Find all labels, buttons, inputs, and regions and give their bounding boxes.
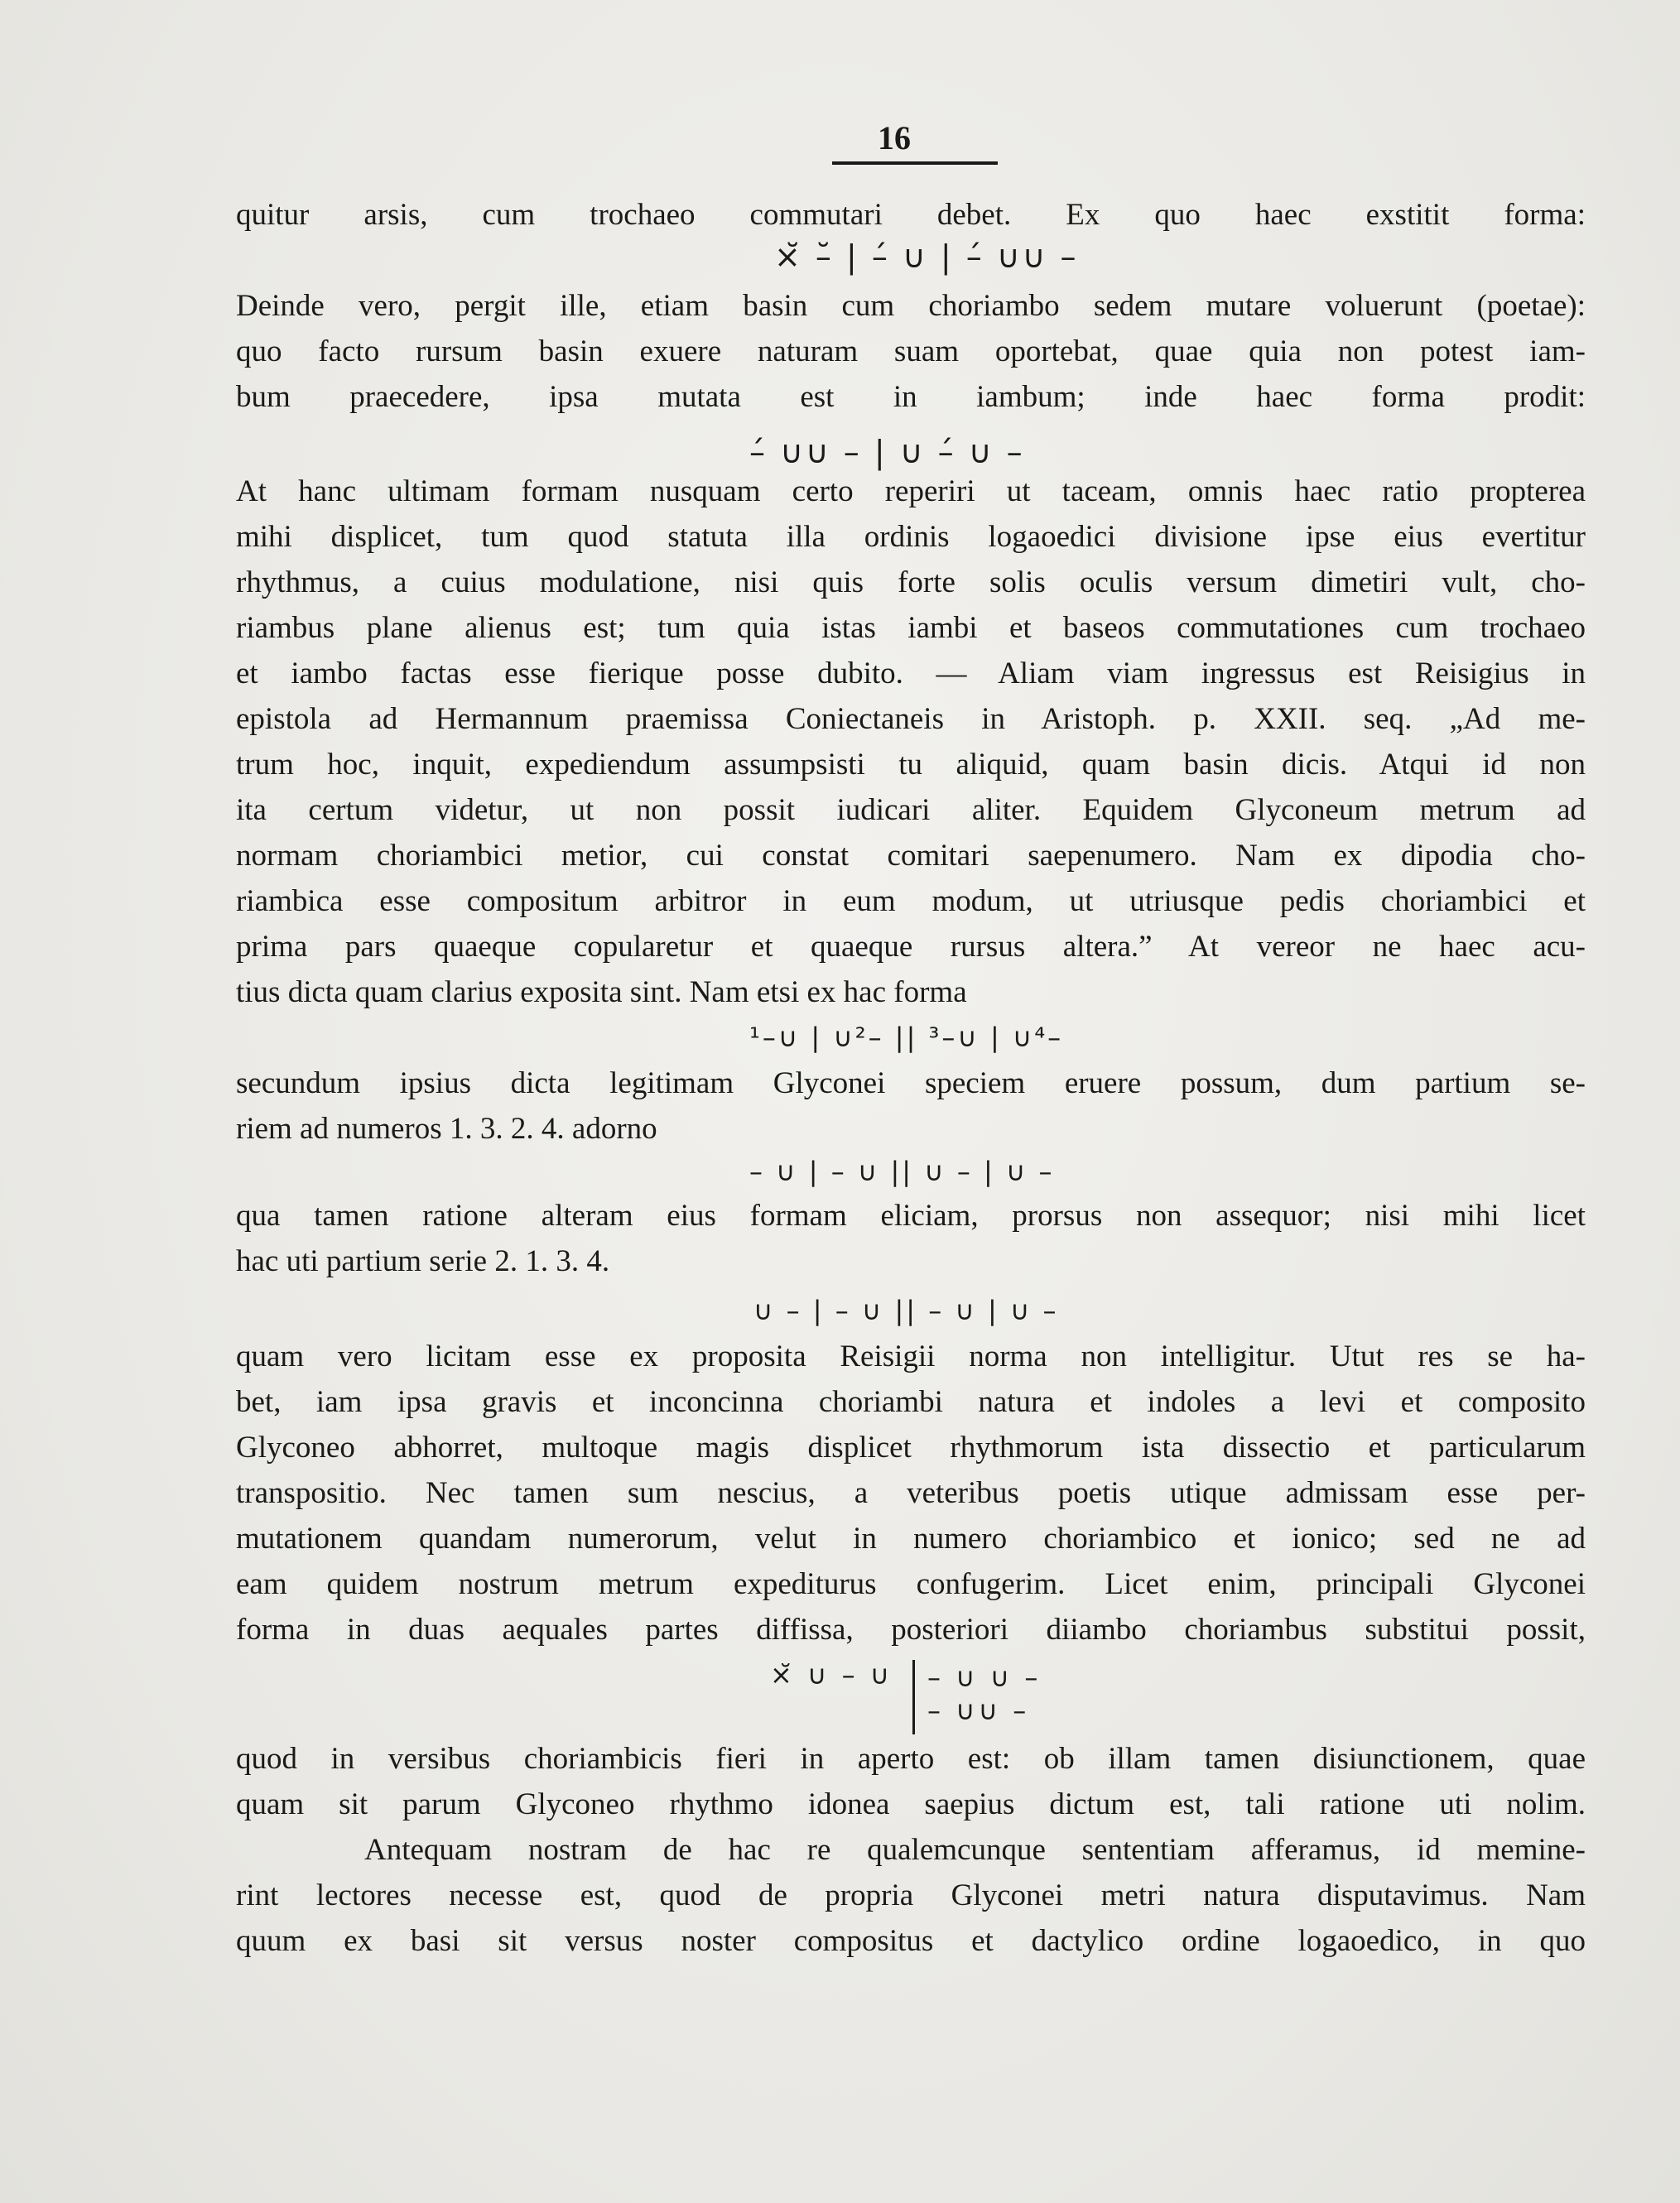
scheme-divider [912,1660,915,1734]
text-line: bet, iam ipsa gravis et inconcinna choriambi natura et indoles a levi et composito [236,1385,1586,1419]
text-line: epistola ad Hermannum praemissa Coniectaneis in Aristoph. p. XXII. seq. „Ad me- [236,702,1586,736]
text-line: Glyconeo abhorret, multoque magis displicet rhythmorum ista dissectio et particularum [236,1431,1586,1465]
text-line: quo facto rursum basin exuere naturam suam oportebat, quae quia non potest iam- [236,334,1586,368]
text-line: Deinde vero, pergit ille, etiam basin cum choriambo sedem mutare voluerunt (poetae): [236,289,1586,323]
page-number: 16 [878,119,911,156]
text-line: tius dicta quam clarius exposita sint. Nam etsi ex hac forma [236,975,967,1009]
text-line: At hanc ultimam formam nusquam certo reperiri ut taceam, omnis haec ratio propterea [236,474,1586,508]
text-line: bum praecedere, ipsa mutata est in iambum; inde haec forma prodit: [236,380,1586,414]
text-line: quum ex basi sit versus noster compositus et dactylico ordine logaoedico, in quo [236,1924,1586,1958]
text-line: quam sit parum Glyconeo rhythmo idonea saepius dictum est, tali ratione uti nolim. [236,1787,1586,1821]
metrical-scheme-5: ∪ – | – ∪ || – ∪ | ∪ – [753,1295,1059,1326]
metrical-scheme-3: ¹–∪ | ∪²– || ³–∪ | ∪⁴– [749,1022,1064,1053]
text-line: prima pars quaeque copularetur et quaeque rursus altera.” At vereor ne haec acu- [236,930,1586,964]
metrical-scheme-2: –́ ∪∪ – | ∪ –́ ∪ – [749,434,1025,470]
text-line: riem ad numeros 1. 3. 2. 4. adorno [236,1112,657,1146]
text-line: mutationem quandam numerorum, velut in numero choriambico et ionico; sed ne ad [236,1522,1586,1556]
metrical-scheme-6-base: ×̆ ∪ – ∪ [770,1659,893,1691]
text-line: quitur arsis, cum trochaeo commutari debet. Ex quo haec exstitit forma: [236,198,1586,232]
metrical-scheme-6-lower: – ∪∪ – [927,1695,1030,1726]
text-line: eam quidem nostrum metrum expediturus confugerim. Licet enim, principali Glyconei [236,1567,1586,1601]
text-line: quod in versibus choriambicis fieri in aperto est: ob illam tamen disiunctionem, quae [236,1742,1586,1776]
text-line: riambus plane alienus est; tum quia istas iambi et baseos commutationes cum trochaeo [236,611,1586,645]
text-line: quam vero licitam esse ex proposita Reisigii norma non intelligitur. Utut res se ha- [236,1340,1586,1373]
text-line: forma in duas aequales partes diffissa, posteriori diiambo choriambus substitui possit, [236,1613,1586,1647]
text-line: Antequam nostram de hac re qualemcunque sententiam afferamus, id memine- [364,1833,1586,1867]
metrical-scheme-6-upper: – ∪ ∪ – [927,1662,1042,1693]
text-line: riambica esse compositum arbitror in eum modum, ut utriusque pedis choriambici et [236,884,1586,918]
text-line: rint lectores necesse est, quod de propria Glyconei metri natura disputavimus. Nam [236,1878,1586,1912]
text-line: normam choriambici metior, cui constat comitari saepenumero. Nam ex dipodia cho- [236,839,1586,873]
text-line: et iambo factas esse fierique posse dubito. — Aliam viam ingressus est Reisigius in [236,657,1586,690]
metrical-scheme-4: – ∪ | – ∪ || ∪ – | ∪ – [749,1156,1055,1187]
text-line: transpositio. Nec tamen sum nescius, a veteribus poetis utique admissam esse per- [236,1476,1586,1510]
text-line: trum hoc, inquit, expediendum assumpsisti tu aliquid, quam basin dicis. Atqui id non [236,748,1586,782]
page-number-rule [832,161,998,165]
text-line: hac uti partium serie 2. 1. 3. 4. [236,1244,610,1278]
text-line: mihi displicet, tum quod statuta illa ordinis logaoedici divisione ipse eius evertitur [236,520,1586,554]
text-line: secundum ipsius dicta legitimam Glyconei speciem eruere possum, dum partium se- [236,1066,1586,1100]
metrical-scheme-1: ×̆ –̆ | –́ ∪ | –́ ∪∪ – [774,238,1079,275]
text-line: rhythmus, a cuius modulatione, nisi quis forte solis oculis versum dimetiri vult, cho- [236,565,1586,599]
text-line: ita certum videtur, ut non possit iudicari aliter. Equidem Glyconeum metrum ad [236,793,1586,827]
text-line: qua tamen ratione alteram eius formam eliciam, prorsus non assequor; nisi mihi licet [236,1199,1586,1233]
